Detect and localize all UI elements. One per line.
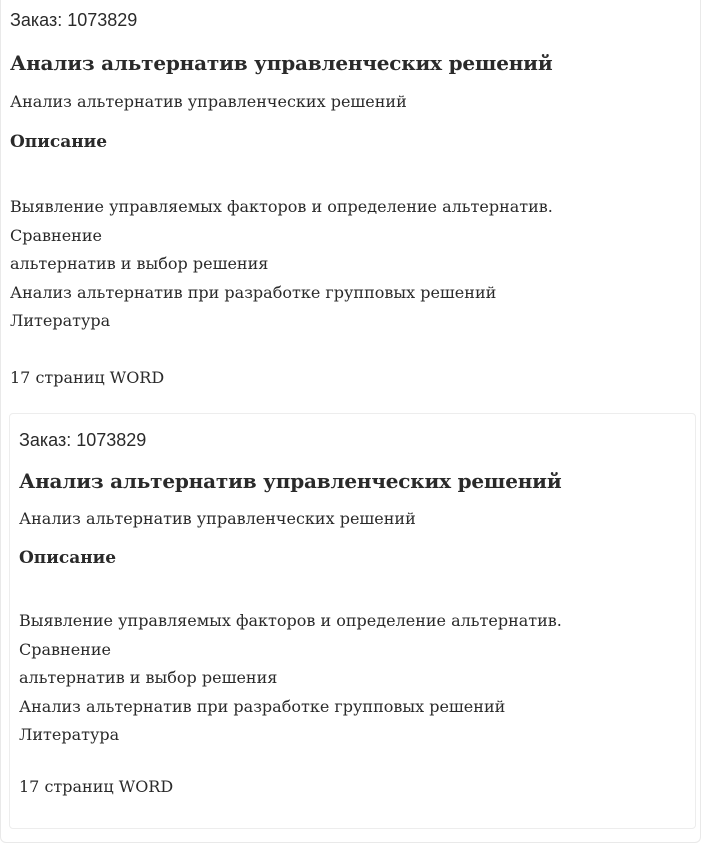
description-line: Сравнение: [10, 225, 102, 245]
order-number: Заказ: 1073829: [19, 430, 147, 450]
description-line: альтернатив и выбор решения: [10, 254, 269, 273]
page-count: 17 страниц WORD: [10, 368, 165, 387]
description-line: Анализ альтернатив при разработке групповых решений: [10, 282, 497, 302]
description-line: Анализ альтернатив при разработке групповых решений: [19, 696, 506, 716]
order-number: Заказ: 1073829: [10, 10, 138, 30]
description-line: Выявление управляемых факторов и определение альтернатив.: [10, 197, 553, 216]
work-subtitle: Анализ альтернатив управленческих решений: [10, 92, 407, 111]
description-line: Литература: [10, 311, 111, 330]
page-count: 17 страниц WORD: [19, 777, 174, 796]
description-heading: Описание: [10, 132, 108, 152]
description-text: [10, 193, 553, 336]
description-line: Литература: [19, 725, 120, 744]
description-text: [19, 607, 562, 750]
work-title[interactable]: Анализ альтернатив управленческих решений: [10, 51, 553, 75]
description-heading: Описание: [19, 548, 117, 568]
work-title[interactable]: Анализ альтернатив управленческих решений: [19, 469, 562, 493]
description-line: альтернатив и выбор решения: [19, 668, 278, 687]
order-card-nested: [9, 413, 696, 829]
description-line: Выявление управляемых факторов и определение альтернатив.: [19, 611, 562, 630]
description-line: Сравнение: [19, 639, 111, 659]
work-subtitle: Анализ альтернатив управленческих решений: [19, 509, 416, 528]
